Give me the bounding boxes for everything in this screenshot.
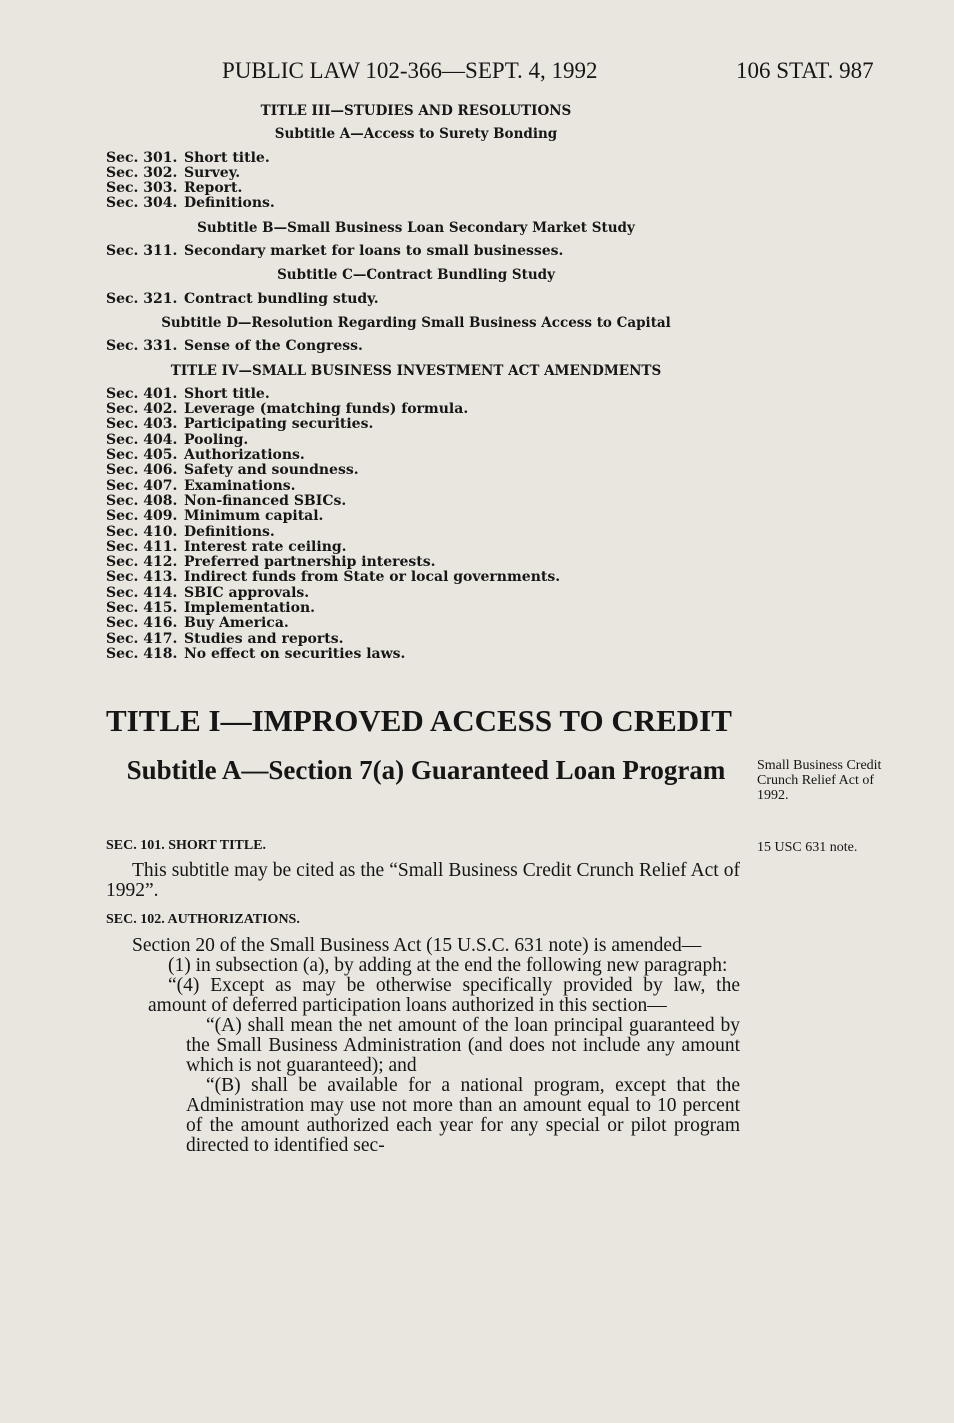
toc-entry-text: Preferred partnership interests. [184,554,436,571]
toc-subtitle-a: Subtitle A—Access to Surety Bonding [274,126,558,143]
sec-102-paragraph-2: (1) in subsection (a), by adding at the end the following new paragraph: [168,955,728,976]
toc-entry-text: Definitions. [184,195,275,212]
toc-entry [106,387,746,402]
toc-group-d [106,339,746,354]
toc-entry-text: Sense of the Congress. [184,338,363,355]
toc-entry [106,479,746,494]
toc-group-b [106,244,746,259]
margin-note-usc: 15 USC 631 note. [757,840,858,855]
toc-entry [106,540,746,555]
toc-entry-text: Non-financed SBICs. [184,492,347,509]
toc-entry [106,433,746,448]
toc-entry-number: Sec. 304. [106,195,178,212]
toc-subtitle-b: Subtitle B—Small Business Loan Secondary Market Study [197,219,635,236]
sec-102-paragraph-3: “(4) Except as may be otherwise specifically provided by law, the amount of deferred participation loans authorized in this section— [148,975,740,1016]
toc-entry [106,494,746,509]
toc-entry-number: Sec. 303. [106,180,178,197]
title-i-heading: TITLE I—IMPROVED ACCESS TO CREDIT [106,703,732,738]
toc-entry [106,632,746,647]
toc-entry-number: Sec. 331. [106,338,178,355]
toc-entry-text: Secondary market for loans to small businesses. [184,243,564,260]
toc-entry-text: Pooling. [184,431,249,448]
toc-group-iv [106,387,746,662]
toc-entry [106,151,746,166]
toc-entry-text: Indirect funds from State or local governments. [184,569,561,586]
toc-entry-number: Sec. 301. [106,149,178,166]
toc-entry [106,647,746,662]
sec-102-paragraph-1: Section 20 of the Small Business Act (15 U.S.C. 631 note) is amended— [132,935,702,956]
toc-group-a [106,151,746,212]
toc-entry-number: Sec. 409. [106,508,178,525]
toc-entry-text: Examinations. [184,477,296,494]
toc-entry [106,616,746,631]
toc-entry [106,586,746,601]
sec-101-heading: SEC. 101. SHORT TITLE. [106,838,267,853]
margin-note-short-title: Small Business Credit Crunch Relief Act of 1992. [757,758,882,803]
toc-entry-text: Survey. [184,164,241,181]
toc-entry-text: Interest rate ceiling. [184,538,347,555]
toc-entry-text: Contract bundling study. [184,290,379,307]
page-header [0,58,954,88]
stat-page-number: 106 STAT. 987 [736,58,874,83]
toc-entry-text: Buy America. [184,615,289,632]
toc-entry-text: Implementation. [184,600,315,617]
toc-entry-text: Definitions. [184,523,275,540]
toc-subtitle-c: Subtitle C—Contract Bundling Study [277,267,555,284]
toc-entry-number: Sec. 405. [106,447,178,464]
toc-entry-text: SBIC approvals. [184,584,310,601]
toc-entry-number: Sec. 417. [106,630,178,647]
toc-entry-text: Report. [184,180,243,197]
toc-entry-text: Short title. [184,149,270,166]
sec-102-paragraph-4: “(A) shall mean the net amount of the loan principal guaranteed by the Small Business Administration (and does not include any amount which is not guaranteed); and [186,1015,740,1076]
toc-group-c [106,292,746,307]
toc-entry-number: Sec. 411. [106,538,178,555]
toc-entry [106,463,746,478]
toc-entry-text: Studies and reports. [184,630,344,647]
toc-entry [106,525,746,540]
toc-entry-number: Sec. 415. [106,600,178,617]
toc-entry-number: Sec. 407. [106,477,178,494]
toc-entry-number: Sec. 410. [106,523,178,540]
toc-entry-number: Sec. 404. [106,431,178,448]
sec-101-text: This subtitle may be cited as the “Small Business Credit Crunch Relief Act of 1992”. [106,860,740,901]
toc-title-iii: TITLE III—STUDIES AND RESOLUTIONS [260,103,572,119]
toc-entry [106,417,746,432]
toc-entry [106,555,746,570]
toc-entry [106,292,746,307]
sec-102-body [106,936,740,1156]
toc-entry [106,181,746,196]
toc-entry-number: Sec. 321. [106,290,178,307]
toc-entry-text: Minimum capital. [184,508,324,525]
toc-entry-number: Sec. 412. [106,554,178,571]
toc-entry-text: Leverage (matching funds) formula. [184,401,469,418]
toc-title-iv: TITLE IV—SMALL BUSINESS INVESTMENT ACT AMENDMENTS [170,362,662,379]
toc-entry-number: Sec. 408. [106,492,178,509]
toc-entry [106,166,746,181]
toc-entry [106,402,746,417]
toc-entry-number: Sec. 401. [106,385,178,402]
toc-entry-text: Safety and soundness. [184,462,359,479]
toc-entry [106,244,746,259]
toc-entry-text: Short title. [184,385,270,402]
sec-102-paragraph-5: “(B) shall be available for a national program, except that the Administration may use not more than an amount equal to 10 percent of the amount authorized each year for any special or pilot program directed to identified sec- [186,1075,740,1156]
toc-entry-number: Sec. 403. [106,416,178,433]
toc-entry-number: Sec. 302. [106,164,178,181]
toc-subtitle-d: Subtitle D—Resolution Regarding Small Business Access to Capital [161,314,671,331]
running-head: PUBLIC LAW 102-366—SEPT. 4, 1992 [222,58,598,83]
toc-entry-number: Sec. 416. [106,615,178,632]
table-of-contents [106,104,746,662]
subtitle-a-heading: Subtitle A—Section 7(a) Guaranteed Loan Program [126,755,726,785]
toc-entry [106,509,746,524]
sec-102-heading: SEC. 102. AUTHORIZATIONS. [106,912,300,927]
toc-entry [106,570,746,585]
toc-entry-number: Sec. 418. [106,645,178,662]
toc-entry-text: No effect on securities laws. [184,645,406,662]
sec-101-body [106,861,740,901]
toc-entry [106,601,746,616]
toc-entry-number: Sec. 311. [106,243,178,260]
toc-entry-number: Sec. 414. [106,584,178,601]
toc-entry [106,339,746,354]
toc-entry [106,196,746,211]
toc-entry-number: Sec. 406. [106,462,178,479]
toc-entry-text: Authorizations. [184,447,305,464]
toc-entry-text: Participating securities. [184,416,374,433]
toc-entry-number: Sec. 402. [106,401,178,418]
toc-entry-number: Sec. 413. [106,569,178,586]
toc-entry [106,448,746,463]
